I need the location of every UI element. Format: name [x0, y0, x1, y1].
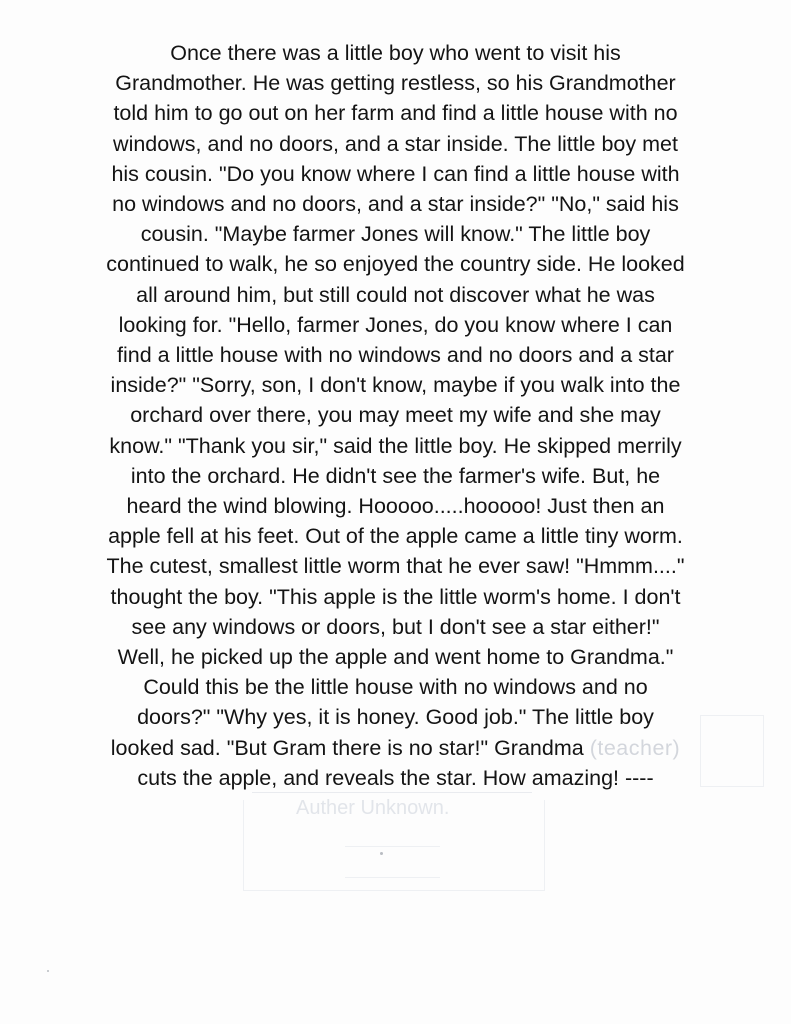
story-line: Grandmother. He was getting restless, so his Grandmother: [115, 71, 676, 96]
story-line: continued to walk, he so enjoyed the country side. He looked: [106, 252, 685, 277]
story-line: heard the wind blowing. Hooooo.....hooooo! Just then an: [126, 494, 665, 519]
story-line: cuts the apple, and reveals the star. How amazing! ----: [137, 765, 654, 790]
story-line: doors?" "Why yes, it is honey. Good job." The little boy: [137, 705, 654, 730]
story-line: no windows and no doors, and a star inside?" "No," said his: [112, 192, 679, 217]
story-line: apple fell at his feet. Out of the apple came a little tiny worm.: [108, 524, 683, 549]
story-line: see any windows or doors, but I don't see a star either!": [131, 614, 660, 639]
scan-speck: [380, 852, 383, 855]
story-line: told him to go out on her farm and find a little house with no: [113, 101, 678, 126]
story-line: windows, and no doors, and a star inside. The little boy met: [113, 131, 678, 156]
bleed-through-box: [345, 846, 440, 878]
story-line: Could this be the little house with no windows and no: [143, 675, 648, 700]
story-text: [30, 38, 761, 793]
bleed-through-author-text: Auther Unknown.: [296, 797, 450, 819]
story-line: looking for. "Hello, farmer Jones, do you know where I can: [118, 312, 673, 337]
story-line-24-text: looked sad. "But Gram there is no star!" Grandma: [110, 735, 584, 760]
story-line: his cousin. "Do you know where I can find a little house with: [111, 161, 680, 186]
story-line: all around him, but still could not discover what he was: [136, 282, 655, 307]
story-line: into the orchard. He didn't see the farmer's wife. But, he: [130, 463, 661, 488]
story-line: thought the boy. "This apple is the little worm's home. I don't: [110, 584, 681, 609]
story-line: inside?" "Sorry, son, I don't know, maybe if you walk into the: [110, 373, 681, 398]
story-line: know." "Thank you sir," said the little boy. He skipped merrily: [109, 433, 682, 458]
story-line: Well, he picked up the apple and went home to Grandma.": [117, 645, 674, 670]
story-line: cousin. "Maybe farmer Jones will know." The little boy: [140, 222, 651, 247]
story-line: orchard over there, you may meet my wife and she may: [130, 403, 661, 428]
scan-speck: [47, 970, 49, 972]
story-line: The cutest, smallest little worm that he ever saw! "Hmmm....": [106, 554, 685, 579]
story-line: Once there was a little boy who went to visit his: [170, 41, 621, 65]
faint-teacher-note: (teacher): [589, 735, 681, 760]
story-line: find a little house with no windows and no doors and a star: [117, 343, 674, 368]
story-line-24: [30, 733, 761, 763]
